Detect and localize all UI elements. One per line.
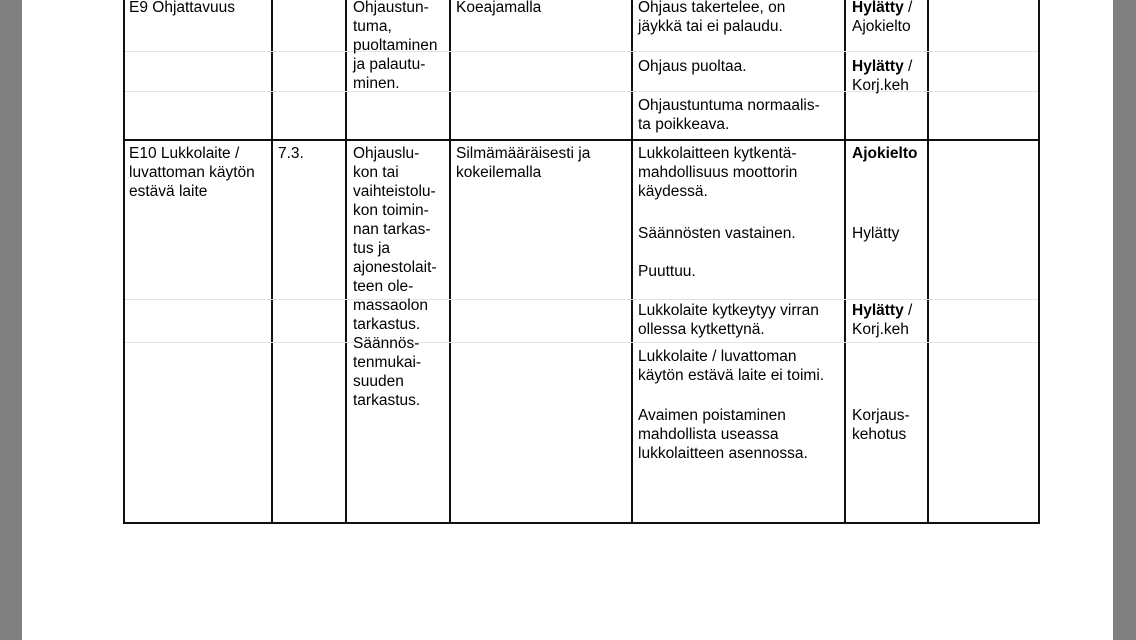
sub-row-guide (125, 299, 1038, 300)
item-cell: E9 Ohjattavuus (129, 0, 235, 16)
column-divider (449, 0, 451, 522)
how-cell: Silmämääräisesti ja kokeilemalla (456, 145, 591, 181)
result-item: Hylätty (852, 225, 900, 242)
column-divider (927, 0, 929, 522)
how-cell: Koeajamalla (456, 0, 542, 16)
fault-item: Lukkolaite kytkeytyy virran ollessa kytkettynä. (638, 302, 819, 338)
column-divider (631, 0, 633, 522)
item-cell: E10 Lukkolaite / luvattoman käytön estävä laite (129, 145, 255, 200)
column-divider (271, 0, 273, 522)
fault-item: Puuttuu. (638, 263, 696, 280)
column-divider (844, 0, 846, 522)
fault-item: Avaimen poistaminen mahdollista useassa lukkolaitteen asennossa. (638, 407, 808, 462)
fault-item: Ohjaustuntuma normaalis- ta poikkeava. (638, 97, 820, 133)
method-cell: Ohjauslu- kon tai vaihteistolu- kon toimin- nan tarkas- tus ja ajonestolait- teen ole- massaolon tarkastus. Säännös- tenmukai- suuden tarkastus. (353, 145, 437, 409)
fault-item: Ohjaus puoltaa. (638, 58, 747, 75)
result-item: Korjaus- kehotus (852, 407, 910, 443)
result-item: Hylätty / Ajokielto (852, 0, 913, 35)
fault-item: Lukkolaite / luvattoman käytön estävä laite ei toimi. (638, 348, 825, 384)
method-cell: Ohjaustun- tuma, puoltaminen ja palautu- minen. (353, 0, 438, 92)
fault-item: Lukkolaitteen kytkentä- mahdollisuus moottorin käydessä. (638, 145, 798, 200)
document-page (22, 0, 1113, 640)
result-item: Hylätty / Korj.keh (852, 302, 913, 338)
column-divider (345, 0, 347, 522)
result-item: Ajokielto (852, 145, 918, 162)
fault-item: Säännösten vastainen. (638, 225, 796, 242)
sub-row-guide (125, 342, 1038, 343)
row-divider (125, 139, 1038, 141)
result-item: Hylätty / Korj.keh (852, 58, 913, 94)
fault-item: Ohjaus takertelee, on jäykkä tai ei palaudu. (638, 0, 786, 35)
section-cell: 7.3. (278, 145, 304, 162)
sub-row-guide (125, 51, 1038, 52)
